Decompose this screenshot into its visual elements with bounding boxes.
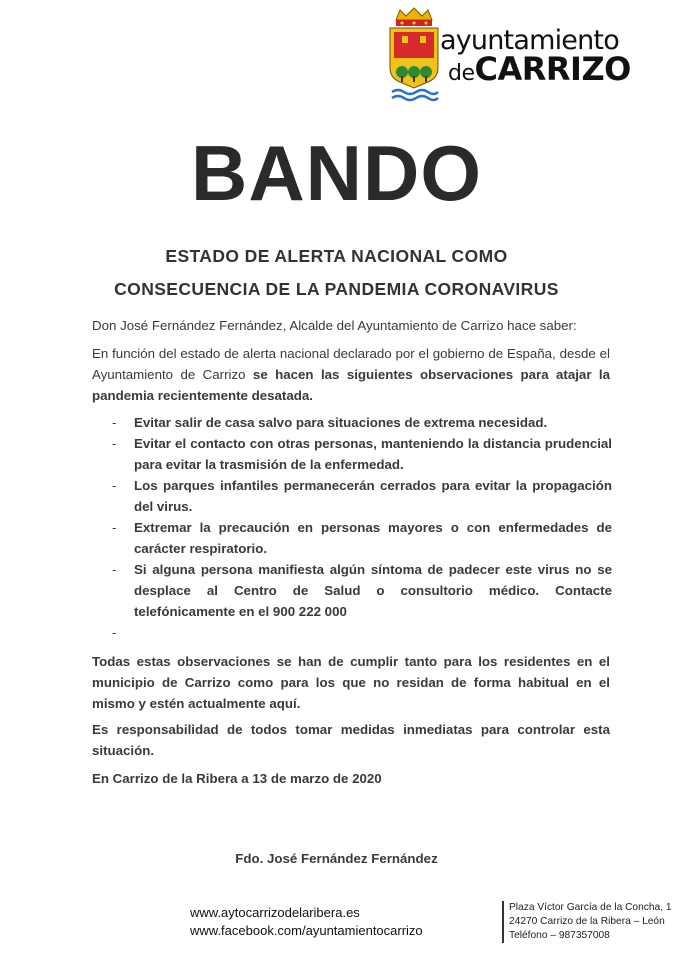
list-item	[112, 433, 612, 475]
list-item	[112, 412, 612, 433]
list-item	[112, 559, 612, 622]
facebook-link[interactable]: www.facebook.com/ayuntamientocarrizo	[190, 923, 423, 938]
date-line: En Carrizo de la Ribera a 13 de marzo de 2020	[92, 771, 382, 786]
heading-line-1: ESTADO DE ALERTA NACIONAL COMO	[165, 246, 508, 266]
list-dash: -	[112, 436, 117, 451]
logo-text-carrizo-word: CARRIZO	[474, 50, 631, 88]
list-item-text: Extremar la precaución en personas mayores o con enfermedades de carácter respiratorio.	[134, 520, 612, 556]
list-dash: -	[112, 562, 117, 577]
list-item-text: Evitar salir de casa salvo para situaciones de extrema necesidad.	[134, 415, 548, 430]
address-line-1: Plaza Víctor García de la Concha, 1	[509, 902, 672, 913]
address-line-2: 24270 Carrizo de la Ribera – León	[509, 916, 665, 927]
compliance-paragraph: Todas estas observaciones se han de cumplir tanto para los residentes en el municipio de Carrizo como para los que no residan de forma habitual en el mismo y estén actualmente aquí.	[92, 654, 610, 711]
list-item-text: Los parques infantiles permanecerán cerrados para evitar la propagación del virus.	[134, 478, 612, 514]
announcement-paragraph	[92, 343, 610, 406]
list-item	[112, 475, 612, 517]
intro-paragraph: Don José Fernández Fernández, Alcalde del Ayuntamiento de Carrizo hace saber:	[92, 318, 577, 333]
logo-text-carrizo	[448, 52, 631, 92]
list-item-text: Evitar el contacto con otras personas, manteniendo la distancia prudencial para evitar la trasmisión de la enfermedad.	[134, 436, 612, 472]
footer-address	[502, 901, 672, 943]
list-item-text: Si alguna persona manifiesta algún síntoma de padecer este virus no se desplace al Centro de Salud o consultorio médico. Contacte telefónicamente en el 900 222 000	[134, 562, 612, 619]
list-item	[112, 517, 612, 559]
list-dash: -	[112, 520, 117, 535]
responsibility-paragraph: Es responsabilidad de todos tomar medidas inmediatas para controlar esta situación.	[92, 722, 610, 758]
announcement-text-bold: se hacen las siguientes observaciones para atajar la pandemia recientemente desatada.	[92, 367, 610, 403]
list-dash: -	[112, 625, 117, 640]
logo-text-de: de	[448, 61, 475, 86]
coat-of-arms-icon	[388, 6, 440, 104]
document-title: BANDO	[191, 129, 482, 217]
website-link[interactable]: www.aytocarrizodelaribera.es	[190, 905, 360, 920]
list-dash: -	[112, 415, 117, 430]
signature-line: Fdo. José Fernández Fernández	[235, 851, 438, 866]
heading-line-2: CONSECUENCIA DE LA PANDEMIA CORONAVIRUS	[114, 279, 559, 299]
phone-line: Teléfono – 987357008	[509, 930, 610, 941]
municipal-logo	[388, 6, 638, 106]
measures-list	[112, 412, 612, 640]
logo-text-ayuntamiento: ayuntamiento	[440, 25, 619, 56]
list-dash: -	[112, 478, 117, 493]
announcement-text: En función del estado de alerta nacional declarado por el gobierno de España, desde el Ayuntamiento de Carrizo	[92, 346, 610, 382]
footer-links	[190, 904, 423, 940]
